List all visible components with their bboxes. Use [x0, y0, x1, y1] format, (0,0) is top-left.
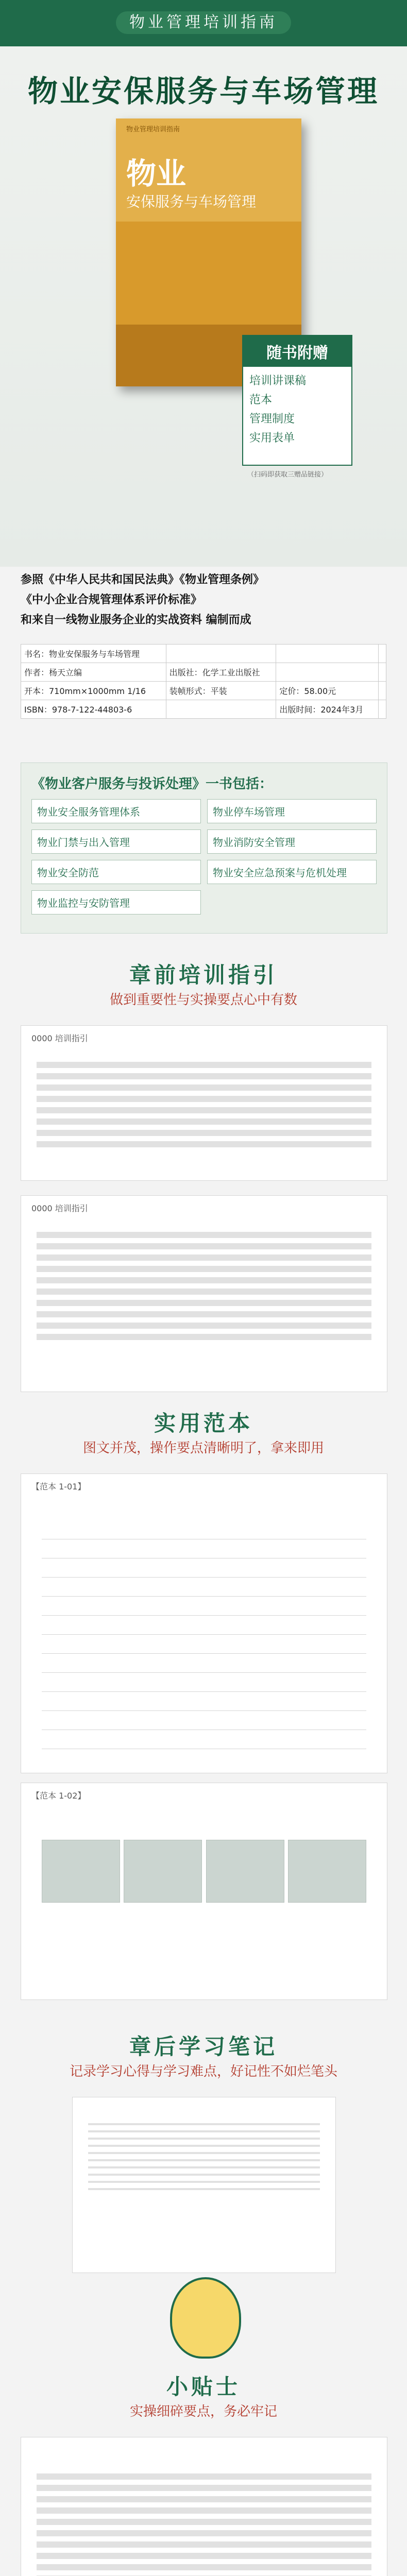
banner-pill: 物业管理培训指南: [116, 11, 291, 34]
info-cell: 书名：物业安保服务与车场管理: [21, 645, 166, 663]
section-sample-subtitle: 图文并茂，操作要点清晰明了，拿来即用: [82, 1440, 324, 1456]
info-cell: ISBN：978-7-122-44803-6: [21, 700, 166, 719]
reference-line: 和来自一线物业服务企业的实战资料 编制而成: [21, 614, 251, 626]
info-cell: [379, 645, 386, 663]
book-info-table: [21, 644, 386, 719]
gift-note: （扫码即获取三赠品链接）: [247, 471, 328, 479]
section-tips-subtitle: 实操细碎要点，务必牢记: [129, 2404, 277, 2419]
section-tips-title: 小贴士: [166, 2374, 241, 2399]
toc-item: 物业停车场管理: [207, 799, 377, 823]
section-training-subtitle: 做到重要性与实操要点心中有数: [109, 992, 297, 1008]
sample-doc-1: [21, 1473, 387, 1773]
doc-label: 【范本 1-01】: [31, 1482, 86, 1492]
cover-area: [0, 46, 407, 567]
top-banner: [0, 0, 407, 46]
info-cell: 开本：710mm×1000mm 1/16: [21, 682, 166, 700]
sample-doc-2: [21, 1783, 387, 2000]
gift-item: 范本: [249, 394, 273, 406]
reference-line: 参照《中华人民共和国民法典》《物业管理条例》: [21, 573, 265, 586]
doc-label: 【范本 1-02】: [31, 1791, 86, 1801]
info-cell: [166, 645, 276, 663]
reference-block: [21, 567, 386, 631]
doc-label: 0000 培训指引: [31, 1204, 88, 1213]
gift-title: 随书附赠: [243, 336, 351, 367]
info-cell: 装帧形式：平装: [166, 682, 276, 700]
info-cell: [166, 700, 276, 719]
toc-box: [21, 762, 387, 934]
toc-grid: [31, 799, 377, 914]
section-training-title: 章前培训指引: [129, 962, 278, 988]
info-cell: [379, 663, 386, 682]
info-cell: [379, 682, 386, 700]
training-doc-2: [21, 1195, 387, 1392]
toc-item: 物业安全应急预案与危机处理: [207, 860, 377, 884]
info-cell: [276, 645, 379, 663]
toc-item: 物业门禁与出入管理: [31, 829, 201, 854]
doc-label: 0000 培训指引: [31, 1033, 88, 1043]
section-notes-subtitle: 记录学习心得与学习难点，好记性不如烂笔头: [69, 2064, 337, 2079]
section-sample-title: 实用范本: [154, 1411, 253, 1436]
training-doc-1: [21, 1025, 387, 1181]
toc-item: 物业监控与安防管理: [31, 890, 201, 914]
info-cell: [379, 700, 386, 719]
section-notes-title: 章后学习笔记: [129, 2034, 278, 2059]
gift-box: [242, 335, 352, 466]
toc-title: 《物业客户服务与投诉处理》一书包括：: [31, 776, 273, 792]
info-cell: 出版时间：2024年3月: [276, 700, 379, 719]
gift-item: 培训讲课稿: [249, 375, 307, 387]
info-cell: 作者：杨天立编: [21, 663, 166, 682]
reference-line: 《中小企业合规管理体系评价标准》: [21, 594, 202, 606]
info-cell: [276, 663, 379, 682]
notes-sheet: [72, 2097, 336, 2273]
gift-item: 实用表单: [249, 432, 295, 445]
toc-item: 物业消防安全管理: [207, 829, 377, 854]
book-title: 物业: [126, 156, 186, 191]
toc-item: 物业安全防范: [31, 860, 201, 884]
main-title: 物业安保服务与车场管理: [27, 74, 379, 109]
lightbulb-icon: [170, 2277, 241, 2359]
book-subtitle: 安保服务与车场管理: [126, 193, 257, 210]
info-cell: 定价：58.00元: [276, 682, 379, 700]
book-series: 物业管理培训指南: [126, 126, 180, 133]
toc-item: 物业安全服务管理体系: [31, 799, 201, 823]
info-cell: 出版社：化学工业出版社: [166, 663, 276, 682]
tips-doc: [21, 2437, 387, 2576]
gift-item: 管理制度: [249, 413, 295, 426]
